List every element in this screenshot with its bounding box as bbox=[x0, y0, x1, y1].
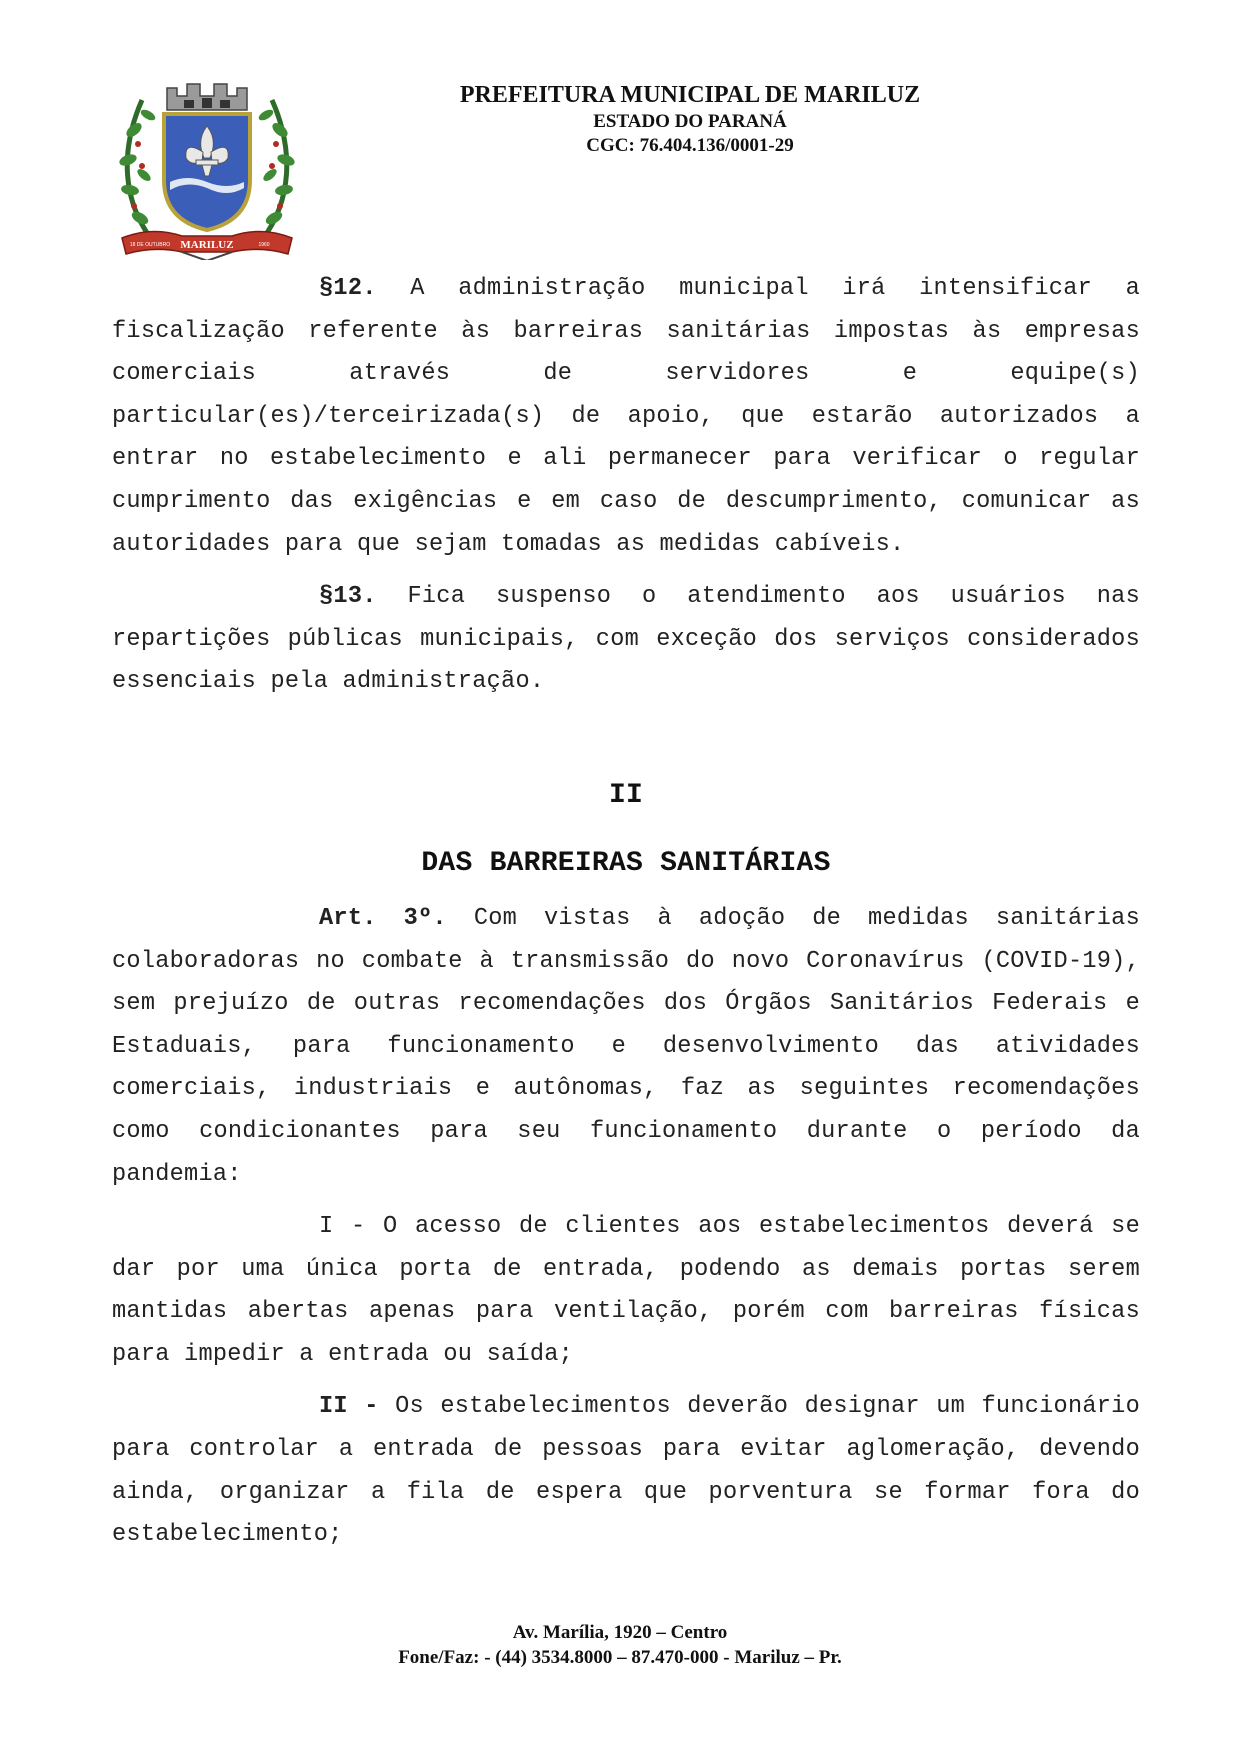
article-3 bbox=[112, 898, 1140, 1196]
letterhead-state: ESTADO DO PARANÁ bbox=[593, 111, 787, 132]
document-body bbox=[112, 268, 1140, 1557]
letterhead bbox=[430, 80, 950, 158]
footer-contact: Fone/Faz: - (44) 3534.8000 – 87.470-000 - Mariluz – Pr. bbox=[398, 1647, 842, 1668]
svg-text:18 DE OUTUBRO: 18 DE OUTUBRO bbox=[129, 242, 171, 248]
letterhead-title: PREFEITURA MUNICIPAL DE MARILUZ bbox=[459, 82, 921, 108]
paragraph-12 bbox=[112, 268, 1140, 566]
item-ii-label: II - bbox=[319, 1393, 379, 1421]
item-i bbox=[112, 1206, 1140, 1376]
paragraph-13-label: §13. bbox=[319, 583, 377, 611]
coat-of-arms-logo bbox=[112, 70, 302, 260]
article-3-label: Art. 3º. bbox=[319, 904, 447, 932]
footer-address: Av. Marília, 1920 – Centro bbox=[512, 1622, 728, 1643]
page-footer bbox=[300, 1620, 940, 1670]
article-3-text: Com vistas à adoção de medidas sanitárias colaboradoras no combate à transmissão do novo Coronavírus (COVID-19), sem prejuízo de outras recomendações dos Órgãos Sanitários Federais e Estaduais, para funcionamento e desenvolvimento das atividades comerciais, industriais e autônomas, faz as seguintes recomendações como condicionantes para seu funcionamento durante o período da pandemia: bbox=[112, 904, 1140, 1188]
letterhead-cgc: CGC: 76.404.136/0001-29 bbox=[586, 135, 794, 156]
paragraph-13-text: Fica suspenso o atendimento aos usuários nas repartições públicas municipais, com exceção dos serviços considerados essenciais pela administração. bbox=[112, 583, 1140, 696]
svg-text:MARILUZ: MARILUZ bbox=[180, 239, 234, 251]
item-ii bbox=[112, 1386, 1140, 1556]
paragraph-12-text: A administração municipal irá intensificar a fiscalização referente às barreiras sanitárias impostas às empresas comerciais através de servidores e equipe(s) particular(es)/terceirizada(s) de apoio, que estarão autorizados a entrar no estabelecimento e ali permanecer para verificar o regular cumprimento das exigências e em caso de descumprimento, comunicar as autoridades para que sejam tomadas as medidas cabíveis. bbox=[112, 275, 1140, 558]
section-number: II bbox=[608, 779, 644, 811]
paragraph-13 bbox=[112, 576, 1140, 704]
section-title: DAS BARREIRAS SANITÁRIAS bbox=[421, 847, 831, 879]
item-ii-text: Os estabelecimentos deverão designar um funcionário para controlar a entrada de pessoas para evitar aglomeração, devendo ainda, organizar a fila de espera que porventura se formar fora do estabelecimento; bbox=[112, 1393, 1140, 1549]
item-i-text: I - O acesso de clientes aos estabelecimentos deverá se dar por uma única porta de entrada, podendo as demais portas serem mantidas abertas apenas para ventilação, porém com barreiras físicas para impedir a entrada ou saída; bbox=[112, 1213, 1140, 1368]
svg-text:1960: 1960 bbox=[258, 242, 270, 248]
paragraph-12-label: §12. bbox=[319, 275, 377, 302]
